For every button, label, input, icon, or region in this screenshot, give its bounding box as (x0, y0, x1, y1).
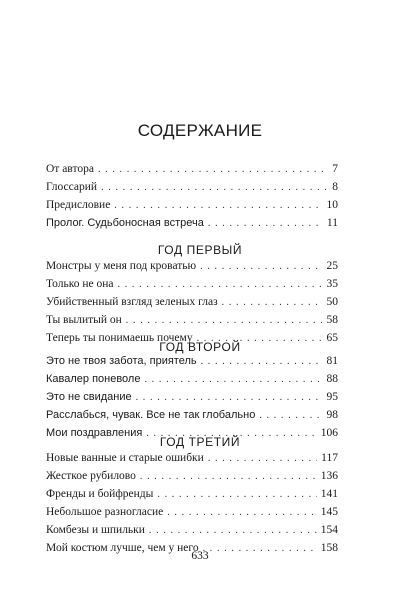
toc-entry-prologue (46, 214, 338, 232)
dot-leader (208, 215, 323, 233)
entry-title: Предисловие (46, 199, 111, 211)
dot-leader (167, 504, 317, 522)
chapter-list (46, 352, 338, 442)
toc-entry (46, 370, 338, 388)
entry-title: Глоссарий (46, 181, 98, 193)
entry-title: Монстры у меня под кроватью (46, 260, 197, 272)
entry-page: 117 (321, 452, 338, 464)
entry-page: 98 (326, 409, 338, 421)
entry-page: 141 (320, 488, 338, 500)
toc-entry (46, 521, 338, 539)
chapter-list (46, 449, 338, 557)
entry-page: 58 (326, 314, 338, 326)
dot-leader (98, 161, 328, 179)
front-matter-list (46, 160, 338, 214)
dot-leader (149, 522, 317, 540)
entry-title: Ты вылитый он (46, 314, 122, 326)
entry-title: От автора (46, 163, 94, 175)
entry-page: 95 (326, 391, 338, 403)
dot-leader (101, 179, 328, 197)
chapter-list (46, 257, 338, 347)
toc-title: СОДЕРЖАНИЕ (137, 121, 263, 140)
entry-title: Мой костюм лучше, чем у него (46, 542, 199, 554)
dot-leader (140, 468, 317, 486)
toc-entry (46, 503, 338, 521)
entry-title: Только не она (46, 278, 114, 290)
toc-entry (46, 406, 338, 424)
entry-title: Теперь ты понимаешь почему (46, 332, 193, 344)
entry-title: Френды и бойфренды (46, 488, 154, 500)
dot-leader (118, 276, 323, 294)
dot-leader (126, 312, 323, 330)
entry-title: Комбезы и шпильки (46, 524, 145, 536)
toc-entry (46, 178, 338, 196)
toc-entry (46, 196, 338, 214)
entry-page: 158 (320, 542, 338, 554)
entry-page: 136 (320, 470, 338, 482)
entry-title: Это не свидание (46, 391, 132, 403)
entry-page: 50 (326, 296, 338, 308)
entry-page: 35 (326, 278, 338, 290)
toc-entry (46, 449, 338, 467)
entry-page: 88 (326, 373, 338, 385)
dot-leader (201, 353, 323, 371)
toc-entry (46, 352, 338, 370)
entry-page: 65 (326, 332, 338, 344)
toc-entry (46, 388, 338, 406)
entry-title: Жесткое рубилово (46, 470, 136, 482)
entry-page: 154 (320, 524, 338, 536)
entry-page: 7 (332, 163, 338, 175)
dot-leader (200, 258, 322, 276)
entry-title: Пролог. Судьбоносная встреча (46, 217, 204, 229)
entry-page: 106 (320, 427, 338, 439)
dot-leader (114, 197, 322, 215)
entry-page: 145 (320, 506, 338, 518)
toc-entry (46, 257, 338, 275)
section-heading: ГОД ТРЕТИЙ (159, 435, 241, 449)
entry-page: 81 (326, 355, 338, 367)
dot-leader (259, 407, 322, 425)
dot-leader (136, 389, 323, 407)
toc-entry (46, 293, 338, 311)
page-number: 633 (191, 550, 209, 562)
prologue-list (46, 214, 338, 232)
entry-title: Кавалер поневоле (46, 373, 141, 385)
entry-title: Убийственный взгляд зеленых глаз (46, 296, 218, 308)
section-heading: ГОД ВТОРОЙ (159, 340, 241, 354)
entry-title: Расслабься, чувак. Все не так глобально (46, 409, 256, 421)
toc-entry (46, 485, 338, 503)
toc-entry (46, 160, 338, 178)
entry-page: 10 (326, 199, 338, 211)
dot-leader (208, 450, 317, 468)
entry-title: Мои поздравления (46, 427, 143, 439)
entry-title: Новые ванные и старые ошибки (46, 452, 204, 464)
entry-page: 25 (326, 260, 338, 272)
entry-page: 8 (332, 181, 338, 193)
section-heading: ГОД ПЕРВЫЙ (157, 243, 243, 257)
toc-entry (46, 467, 338, 485)
entry-title: Небольшое разногласие (46, 506, 164, 518)
entry-title: Это не твоя забота, приятель (46, 355, 197, 367)
dot-leader (144, 371, 322, 389)
toc-entry (46, 311, 338, 329)
entry-page: 11 (326, 217, 338, 229)
toc-entry (46, 275, 338, 293)
dot-leader (222, 294, 323, 312)
dot-leader (157, 486, 316, 504)
